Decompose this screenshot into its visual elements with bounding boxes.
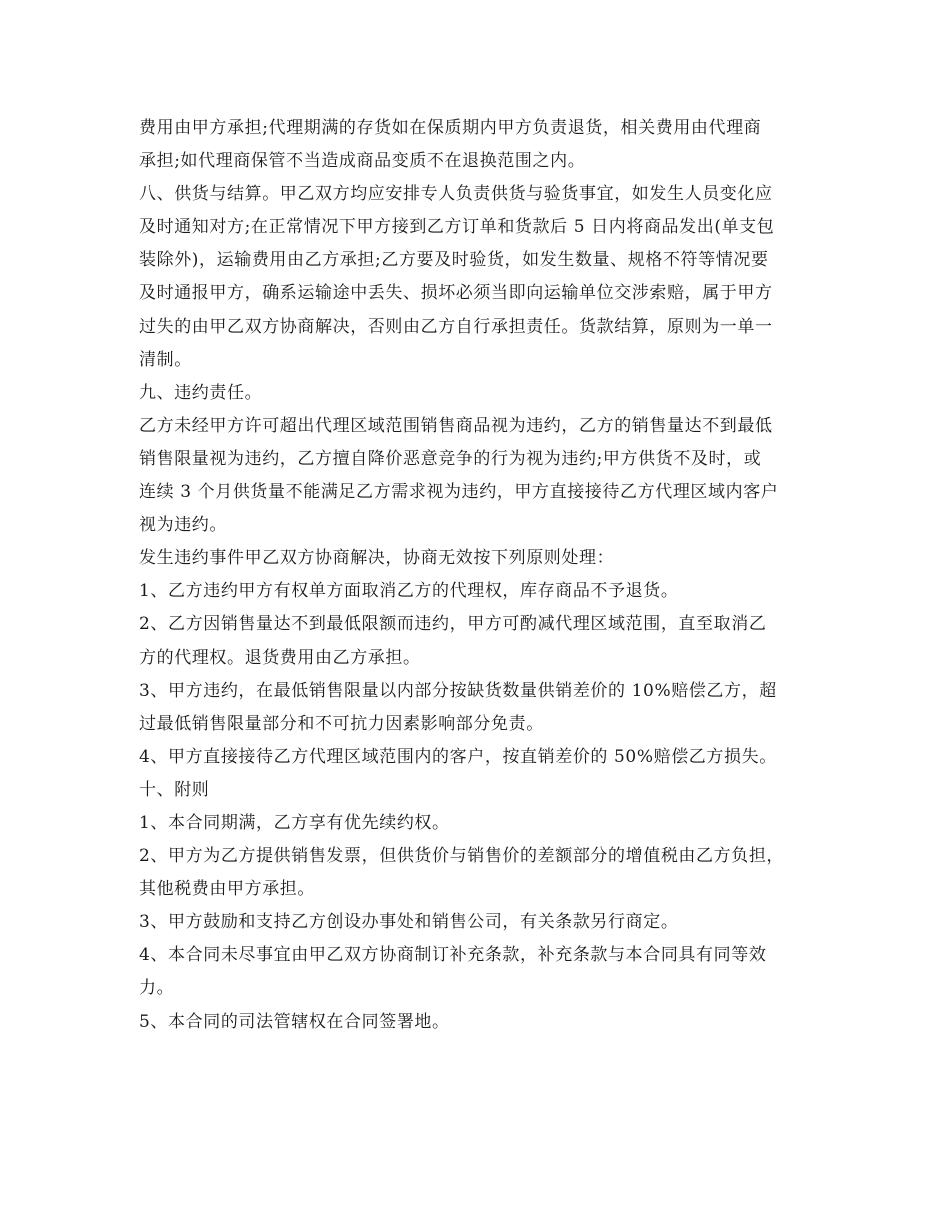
section-heading-breach: 九、违约责任。 (139, 382, 263, 403)
text-line: 发生违约事件甲乙双方协商解决，协商无效按下列原则处理： (139, 548, 615, 569)
list-item: 2、甲方为乙方提供销售发票，但供货价与销售价的差额部分的增值税由乙方负担， (139, 846, 785, 867)
list-item: 3、甲方鼓励和支持乙方创设办事处和销售公司，有关条款另行商定。 (139, 912, 679, 933)
list-item: 1、本合同期满，乙方享有优先续约权。 (139, 812, 450, 833)
text-line: 装除外)，运输费用由乙方承担;乙方要及时验货，如发生数量、规格不符等情况要 (139, 250, 769, 271)
list-item: 4、甲方直接接待乙方代理区域范围内的客户，按直销差价的 50%赔偿乙方损失。 (139, 746, 777, 767)
text-line: 乙方未经甲方许可超出代理区域范围销售商品视为违约，乙方的销售量达不到最低 (139, 415, 773, 436)
list-item: 5、本合同的司法管辖权在合同签署地。 (139, 1011, 450, 1032)
text-line: 及时通报甲方，确系运输途中丢失、损坏必须当即向运输单位交涉索赔，属于甲方 (139, 283, 773, 304)
text-line: 视为违约。 (139, 515, 227, 536)
text-line: 销售限量视为违约，乙方擅自降价恶意竞争的行为视为违约;甲方供货不及时，或 (139, 448, 762, 469)
text-line: 其他税费由甲方承担。 (139, 879, 315, 900)
text-line: 过最低销售限量部分和不可抗力因素影响部分免责。 (139, 713, 544, 734)
text-line: 承担;如代理商保管不当造成商品变质不在退换范围之内。 (139, 151, 586, 172)
text-line: 及时通知对方;在正常情况下甲方接到乙方订单和货款后 5 日内将商品发出(单支包 (139, 217, 775, 238)
text-line: 清制。 (139, 349, 192, 370)
list-item: 3、甲方违约，在最低销售限量以内部分按缺货数量供销差价的 10%赔偿乙方，超 (139, 680, 777, 701)
list-item: 4、本合同未尽事宜由甲乙双方协商制订补充条款，补充条款与本合同具有同等效 (139, 945, 767, 966)
text-line: 过失的由甲乙双方协商解决，否则由乙方自行承担责任。货款结算，原则为一单一 (139, 316, 773, 337)
section-heading-supply: 八、供货与结算。甲乙双方均应安排专人负责供货与验货事宜，如发生人员变化应 (139, 184, 773, 205)
list-item: 1、乙方违约甲方有权单方面取消乙方的代理权，库存商品不予退货。 (139, 581, 679, 602)
text-line: 费用由甲方承担;代理期满的存货如在保质期内甲方负责退货，相关费用由代理商 (139, 118, 762, 138)
section-heading-appendix: 十、附则 (139, 779, 210, 800)
contract-text-body (139, 112, 829, 1039)
text-line: 方的代理权。退货费用由乙方承担。 (139, 647, 421, 668)
text-line: 力。 (139, 978, 175, 999)
list-item: 2、乙方因销售量达不到最低限额而违约，甲方可酌减代理区域范围，直至取消乙 (139, 614, 767, 635)
text-line: 连续 3 个月供货量不能满足乙方需求视为违约，甲方直接接待乙方代理区域内客户 (139, 482, 779, 503)
